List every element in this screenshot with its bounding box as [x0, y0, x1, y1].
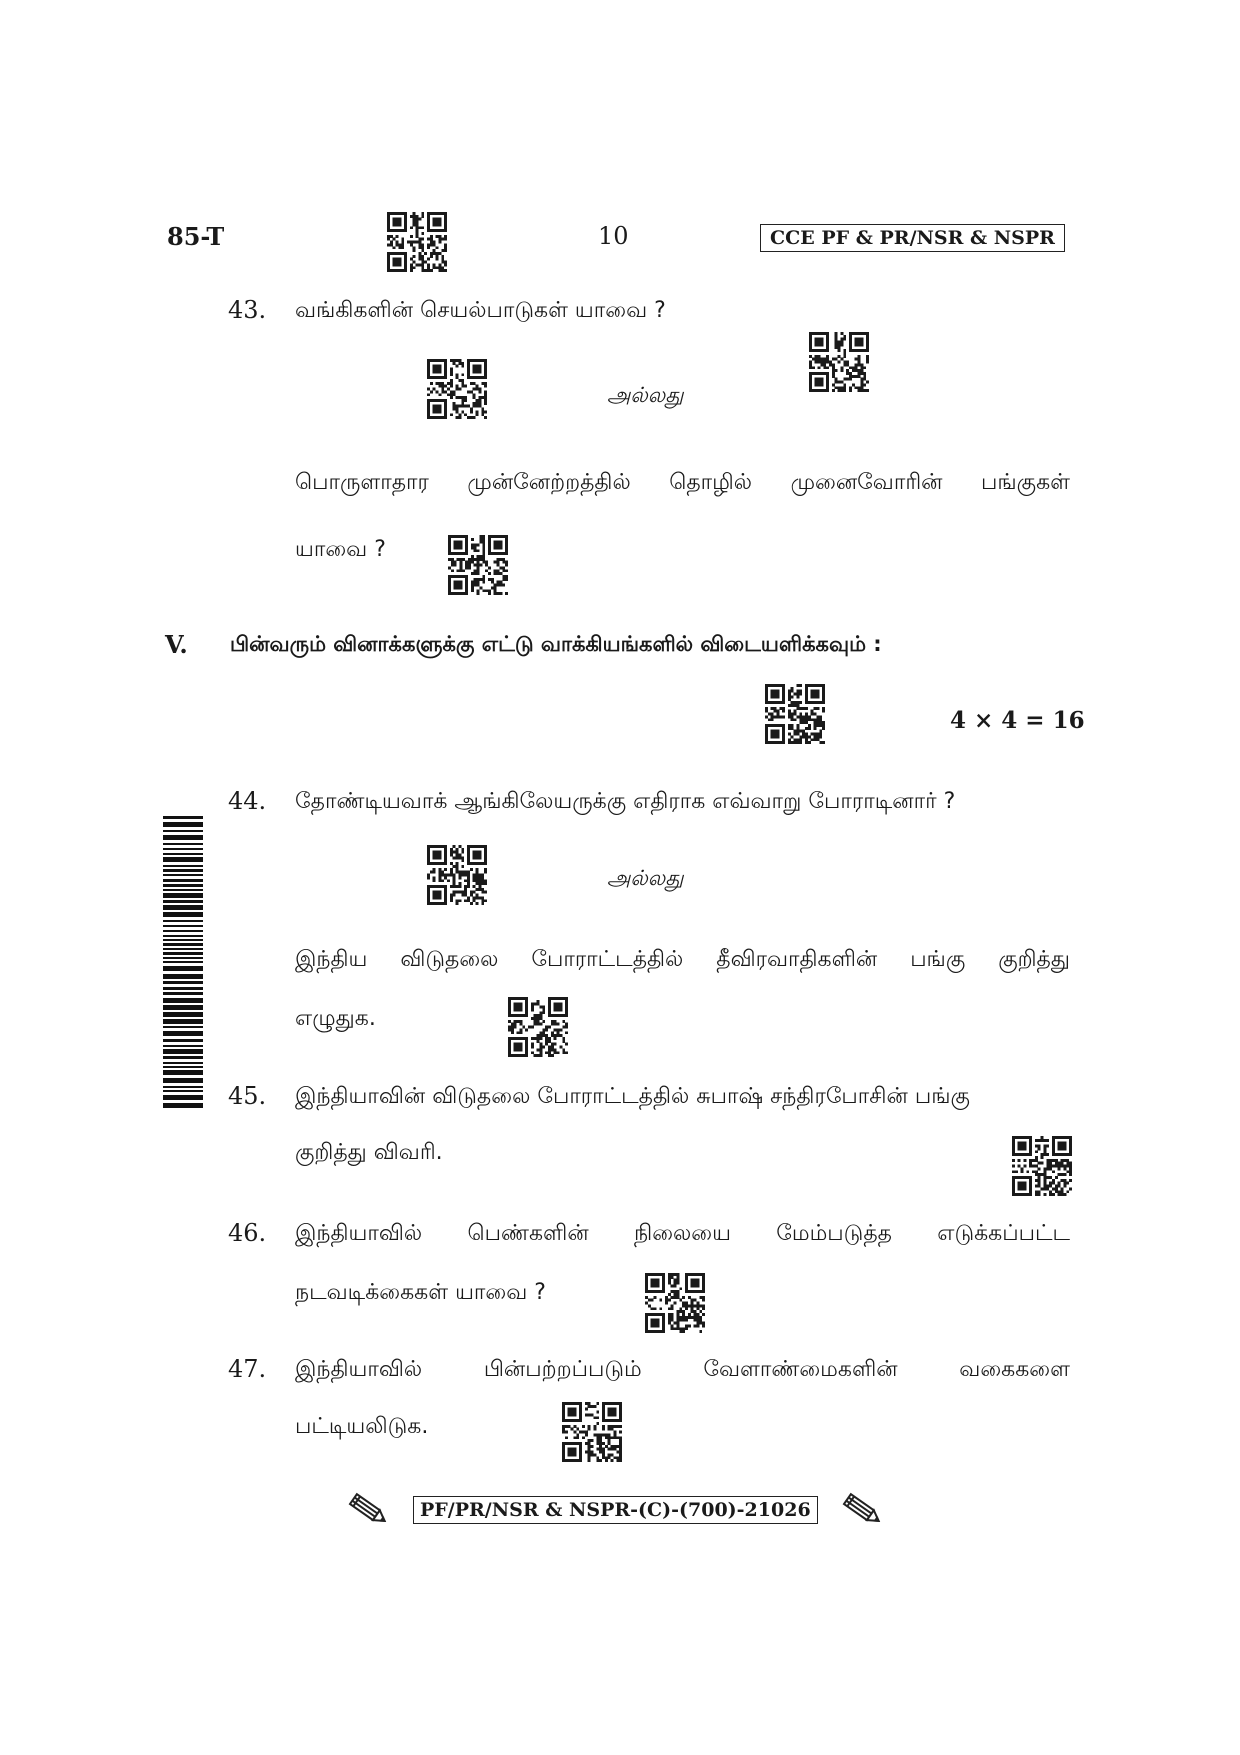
or-label: அல்லது	[607, 866, 684, 890]
qr-code-icon	[508, 997, 568, 1057]
word: குறித்து	[998, 947, 1070, 972]
word: பங்குகள்	[981, 470, 1070, 495]
qr-code-icon	[427, 845, 487, 905]
word: விடுதலை	[400, 947, 499, 972]
word: முனைவோரின்	[790, 470, 943, 495]
question-46-line-1	[295, 1221, 1070, 1249]
question-45-line-2: குறித்து விவரி.	[295, 1140, 443, 1165]
word: வேளாண்மைகளின்	[703, 1357, 898, 1382]
question-44-alt-line-1	[295, 947, 1070, 975]
question-43-text: வங்கிகளின் செயல்பாடுகள் யாவை ?	[295, 298, 666, 323]
question-43-alt-line-2: யாவை ?	[295, 537, 386, 562]
qr-code-icon	[645, 1273, 705, 1333]
word: பெண்களின்	[467, 1221, 589, 1246]
question-number-45: 45.	[228, 1082, 267, 1110]
qr-code-icon	[562, 1402, 622, 1462]
question-45-line-1: இந்தியாவின் விடுதலை போராட்டத்தில் சுபாஷ் சந்திரபோசின் பங்கு	[295, 1084, 970, 1109]
paper-code: 85-T	[167, 222, 225, 251]
qr-code-icon	[427, 359, 487, 419]
or-label: அல்லது	[607, 383, 684, 407]
qr-code-icon	[809, 332, 869, 392]
question-number-47: 47.	[228, 1355, 267, 1383]
word: தொழில்	[669, 470, 753, 495]
question-44-text: தோண்டியவாக் ஆங்கிலேயருக்கு எதிராக எவ்வாறு போராடினார் ?	[295, 789, 956, 814]
qr-code-icon	[765, 684, 825, 744]
question-number-46: 46.	[228, 1219, 267, 1247]
question-43-alt-line-1	[295, 470, 1070, 498]
exam-code-box: CCE PF & PR/NSR & NSPR	[760, 224, 1065, 252]
footer-code: PF/PR/NSR & NSPR-(C)-(700)-21026	[413, 1496, 818, 1524]
question-number-44: 44.	[228, 787, 267, 815]
word: பொருளாதார	[295, 470, 429, 495]
word: இந்திய	[295, 947, 368, 972]
word: முன்னேற்றத்தில்	[467, 470, 631, 495]
question-number-43: 43.	[228, 296, 267, 324]
word: பங்கு	[910, 947, 966, 972]
word: இந்தியாவில்	[295, 1221, 423, 1246]
barcode-icon	[163, 816, 203, 1110]
word: பின்பற்றப்படும்	[483, 1357, 642, 1382]
pencil-icon	[346, 1490, 392, 1530]
question-46-line-2: நடவடிக்கைகள் யாவை ?	[295, 1280, 546, 1305]
question-44-alt-line-2: எழுதுக.	[295, 1006, 376, 1031]
word: வகைகளை	[959, 1357, 1070, 1382]
question-47-line-2: பட்டியலிடுக.	[295, 1414, 429, 1439]
word: தீவிரவாதிகளின்	[716, 947, 878, 972]
qr-code-icon	[1012, 1136, 1072, 1196]
section-marks: 4 × 4 = 16	[950, 707, 1085, 734]
section-number: V.	[165, 630, 188, 659]
word: நிலையை	[634, 1221, 731, 1246]
word: மேம்படுத்த	[776, 1221, 892, 1246]
page-number: 10	[598, 222, 629, 250]
qr-code-icon	[448, 535, 508, 595]
word: போராட்டத்தில்	[531, 947, 684, 972]
section-title: பின்வரும் வினாக்களுக்கு எட்டு வாக்கியங்களில் விடையளிக்கவும் :	[230, 632, 882, 656]
qr-code-icon	[387, 212, 447, 272]
question-47-line-1	[295, 1357, 1070, 1385]
word: எடுக்கப்பட்ட	[937, 1221, 1070, 1246]
pencil-icon	[840, 1490, 886, 1530]
word: இந்தியாவில்	[295, 1357, 423, 1382]
